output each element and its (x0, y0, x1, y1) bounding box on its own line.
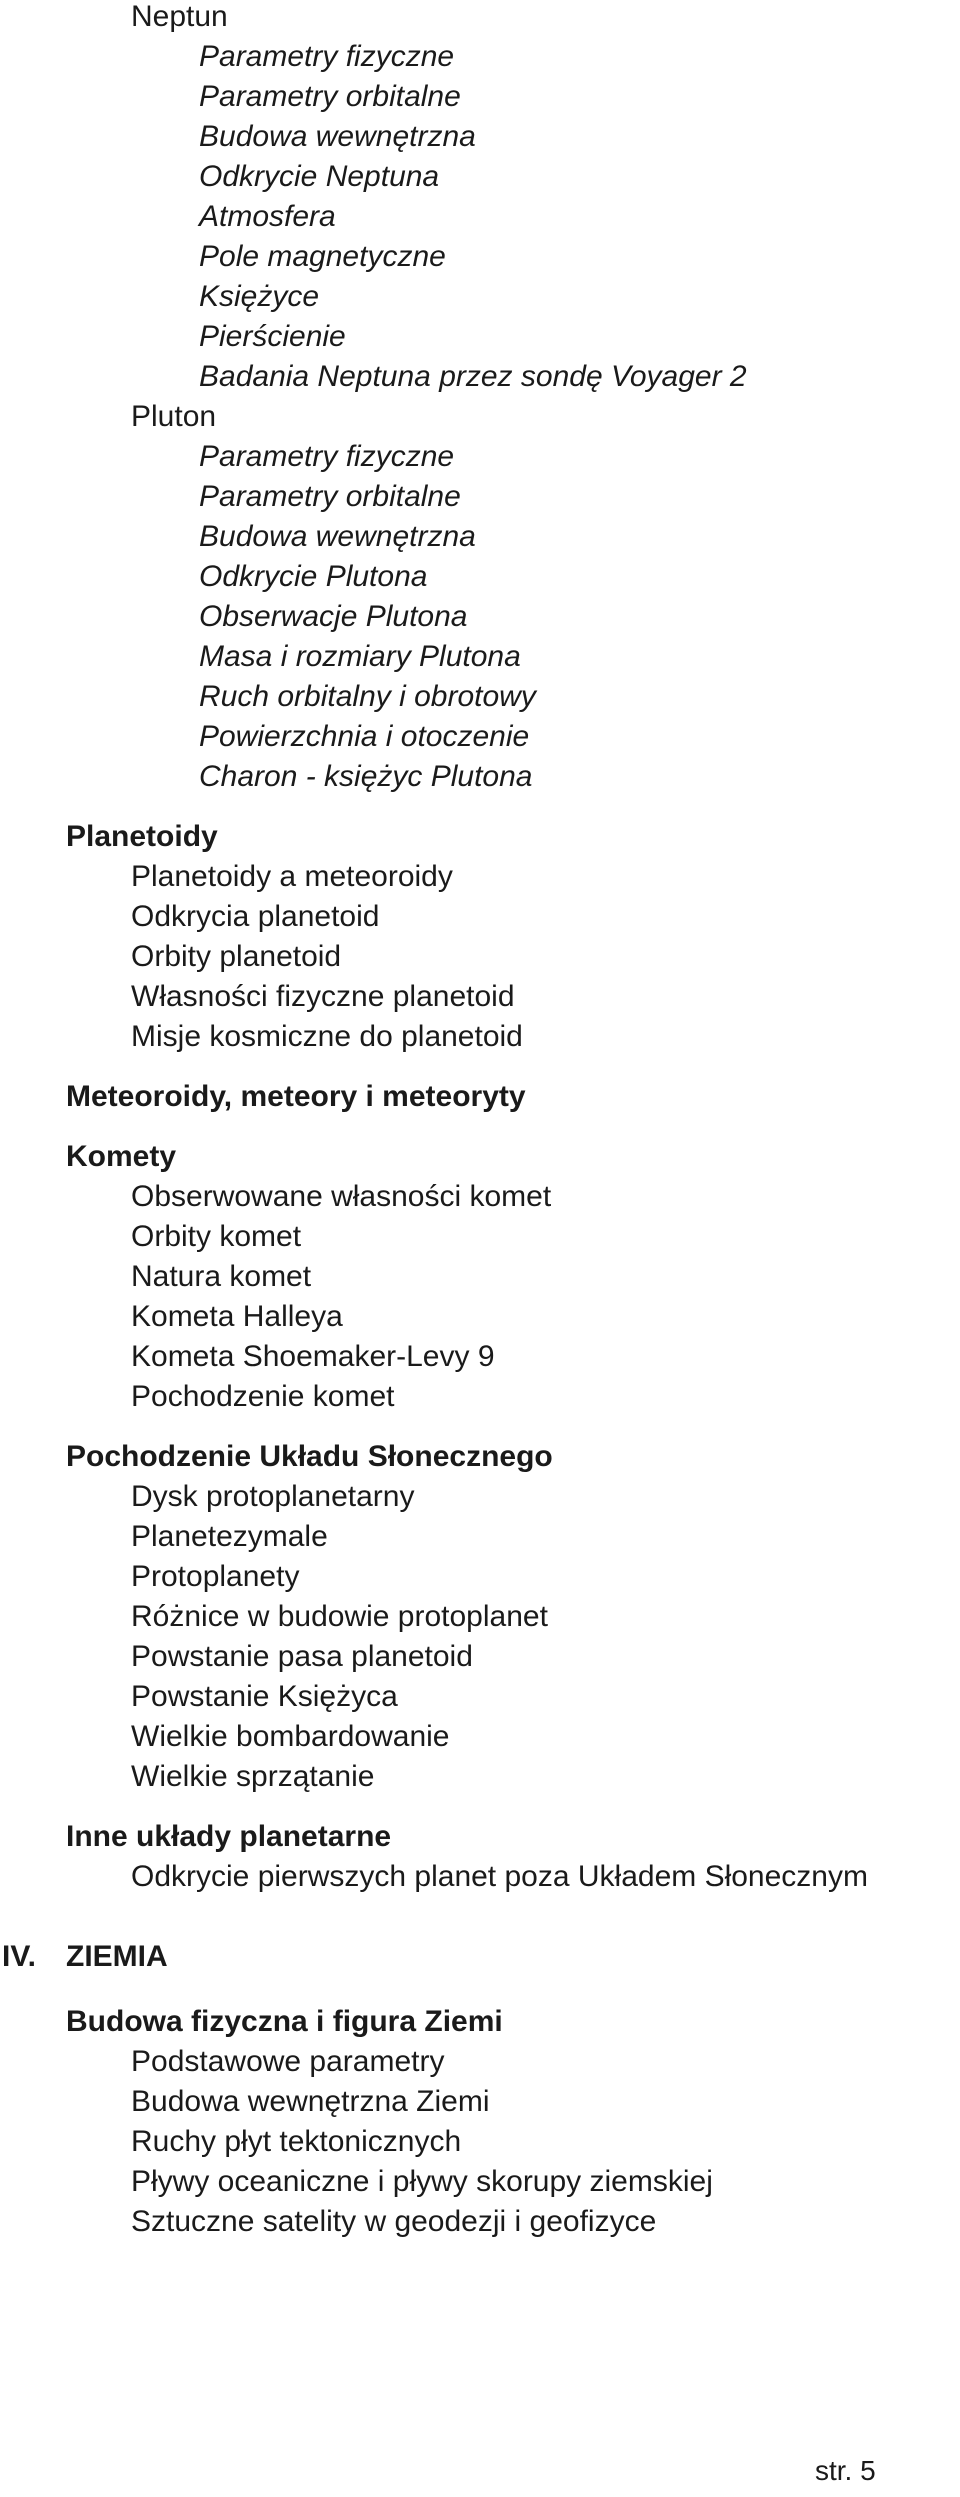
toc-item: Różnice w budowie protoplanet (131, 1600, 548, 1633)
toc-item: Kometa Halleya (131, 1300, 343, 1333)
toc-item: Orbity komet (131, 1220, 302, 1253)
toc-item: Planetezymale (131, 1520, 328, 1553)
toc-item: Parametry orbitalne (199, 80, 461, 113)
toc-item: Kometa Shoemaker-Levy 9 (131, 1340, 495, 1373)
toc-item: Ruchy płyt tektonicznych (131, 2125, 462, 2158)
toc-item: Orbity planetoid (131, 940, 342, 973)
toc-item: Sztuczne satelity w geodezji i geofizyce (131, 2205, 657, 2238)
toc-section-pochodzenie: Pochodzenie Układu Słonecznego (66, 1440, 553, 1473)
toc-item: Budowa wewnętrzna (199, 520, 476, 553)
toc-item: Parametry fizyczne (199, 440, 455, 473)
toc-item: Planetoidy a meteoroidy (131, 860, 453, 893)
toc-item: Natura komet (131, 1260, 312, 1293)
toc-item: Badania Neptuna przez sondę Voyager 2 (199, 360, 747, 393)
toc-item: Parametry fizyczne (199, 40, 455, 73)
chapter-title: ZIEMIA (66, 1940, 168, 1973)
toc-section-planetoidy: Planetoidy (66, 820, 218, 853)
toc-item: Podstawowe parametry (131, 2045, 445, 2078)
page-number: str. 5 (815, 2455, 876, 2486)
toc-item: Dysk protoplanetarny (131, 1480, 415, 1513)
toc-item: Budowa wewnętrzna Ziemi (131, 2085, 490, 2118)
toc-item: Pochodzenie komet (131, 1380, 395, 1413)
toc-item: Obserwowane własności komet (131, 1180, 552, 1213)
toc-item: Budowa wewnętrzna (199, 120, 476, 153)
toc-item: Odkrycie Neptuna (199, 160, 440, 193)
toc-item: Charon - księżyc Plutona (199, 760, 533, 793)
toc-item: Odkrycie Plutona (199, 560, 428, 593)
toc-planet-neptun: Neptun (131, 0, 228, 33)
chapter-number: IV. (2, 1940, 36, 1973)
toc-item: Wielkie sprzątanie (131, 1760, 375, 1793)
toc-item: Wielkie bombardowanie (131, 1720, 450, 1753)
toc-item: Masa i rozmiary Plutona (199, 640, 521, 673)
toc-item: Powstanie pasa planetoid (131, 1640, 473, 1673)
toc-item: Misje kosmiczne do planetoid (131, 1020, 523, 1053)
toc-section-komety: Komety (66, 1140, 177, 1173)
toc-section-meteoroidy: Meteoroidy, meteory i meteoryty (66, 1080, 526, 1113)
toc-item: Pierścienie (199, 320, 346, 353)
toc-item: Odkrycia planetoid (131, 900, 380, 933)
toc-section-inne-uklady: Inne układy planetarne (66, 1820, 392, 1853)
toc-item: Księżyce (199, 280, 320, 313)
toc-section-budowa-ziemi: Budowa fizyczna i figura Ziemi (66, 2005, 503, 2038)
toc-item: Pływy oceaniczne i pływy skorupy ziemskiej (131, 2165, 713, 2198)
toc-item: Ruch orbitalny i obrotowy (199, 680, 536, 713)
toc-item: Parametry orbitalne (199, 480, 461, 513)
toc-item: Własności fizyczne planetoid (131, 980, 515, 1013)
toc-item: Pole magnetyczne (199, 240, 446, 273)
toc-item: Powierzchnia i otoczenie (199, 720, 530, 753)
toc-item: Protoplanety (131, 1560, 300, 1593)
toc-item: Powstanie Księżyca (131, 1680, 398, 1713)
toc-item: Obserwacje Plutona (199, 600, 468, 633)
toc-planet-pluton: Pluton (131, 400, 217, 433)
toc-item: Odkrycie pierwszych planet poza Układem Słonecznym (131, 1860, 868, 1893)
toc-item: Atmosfera (199, 200, 336, 233)
